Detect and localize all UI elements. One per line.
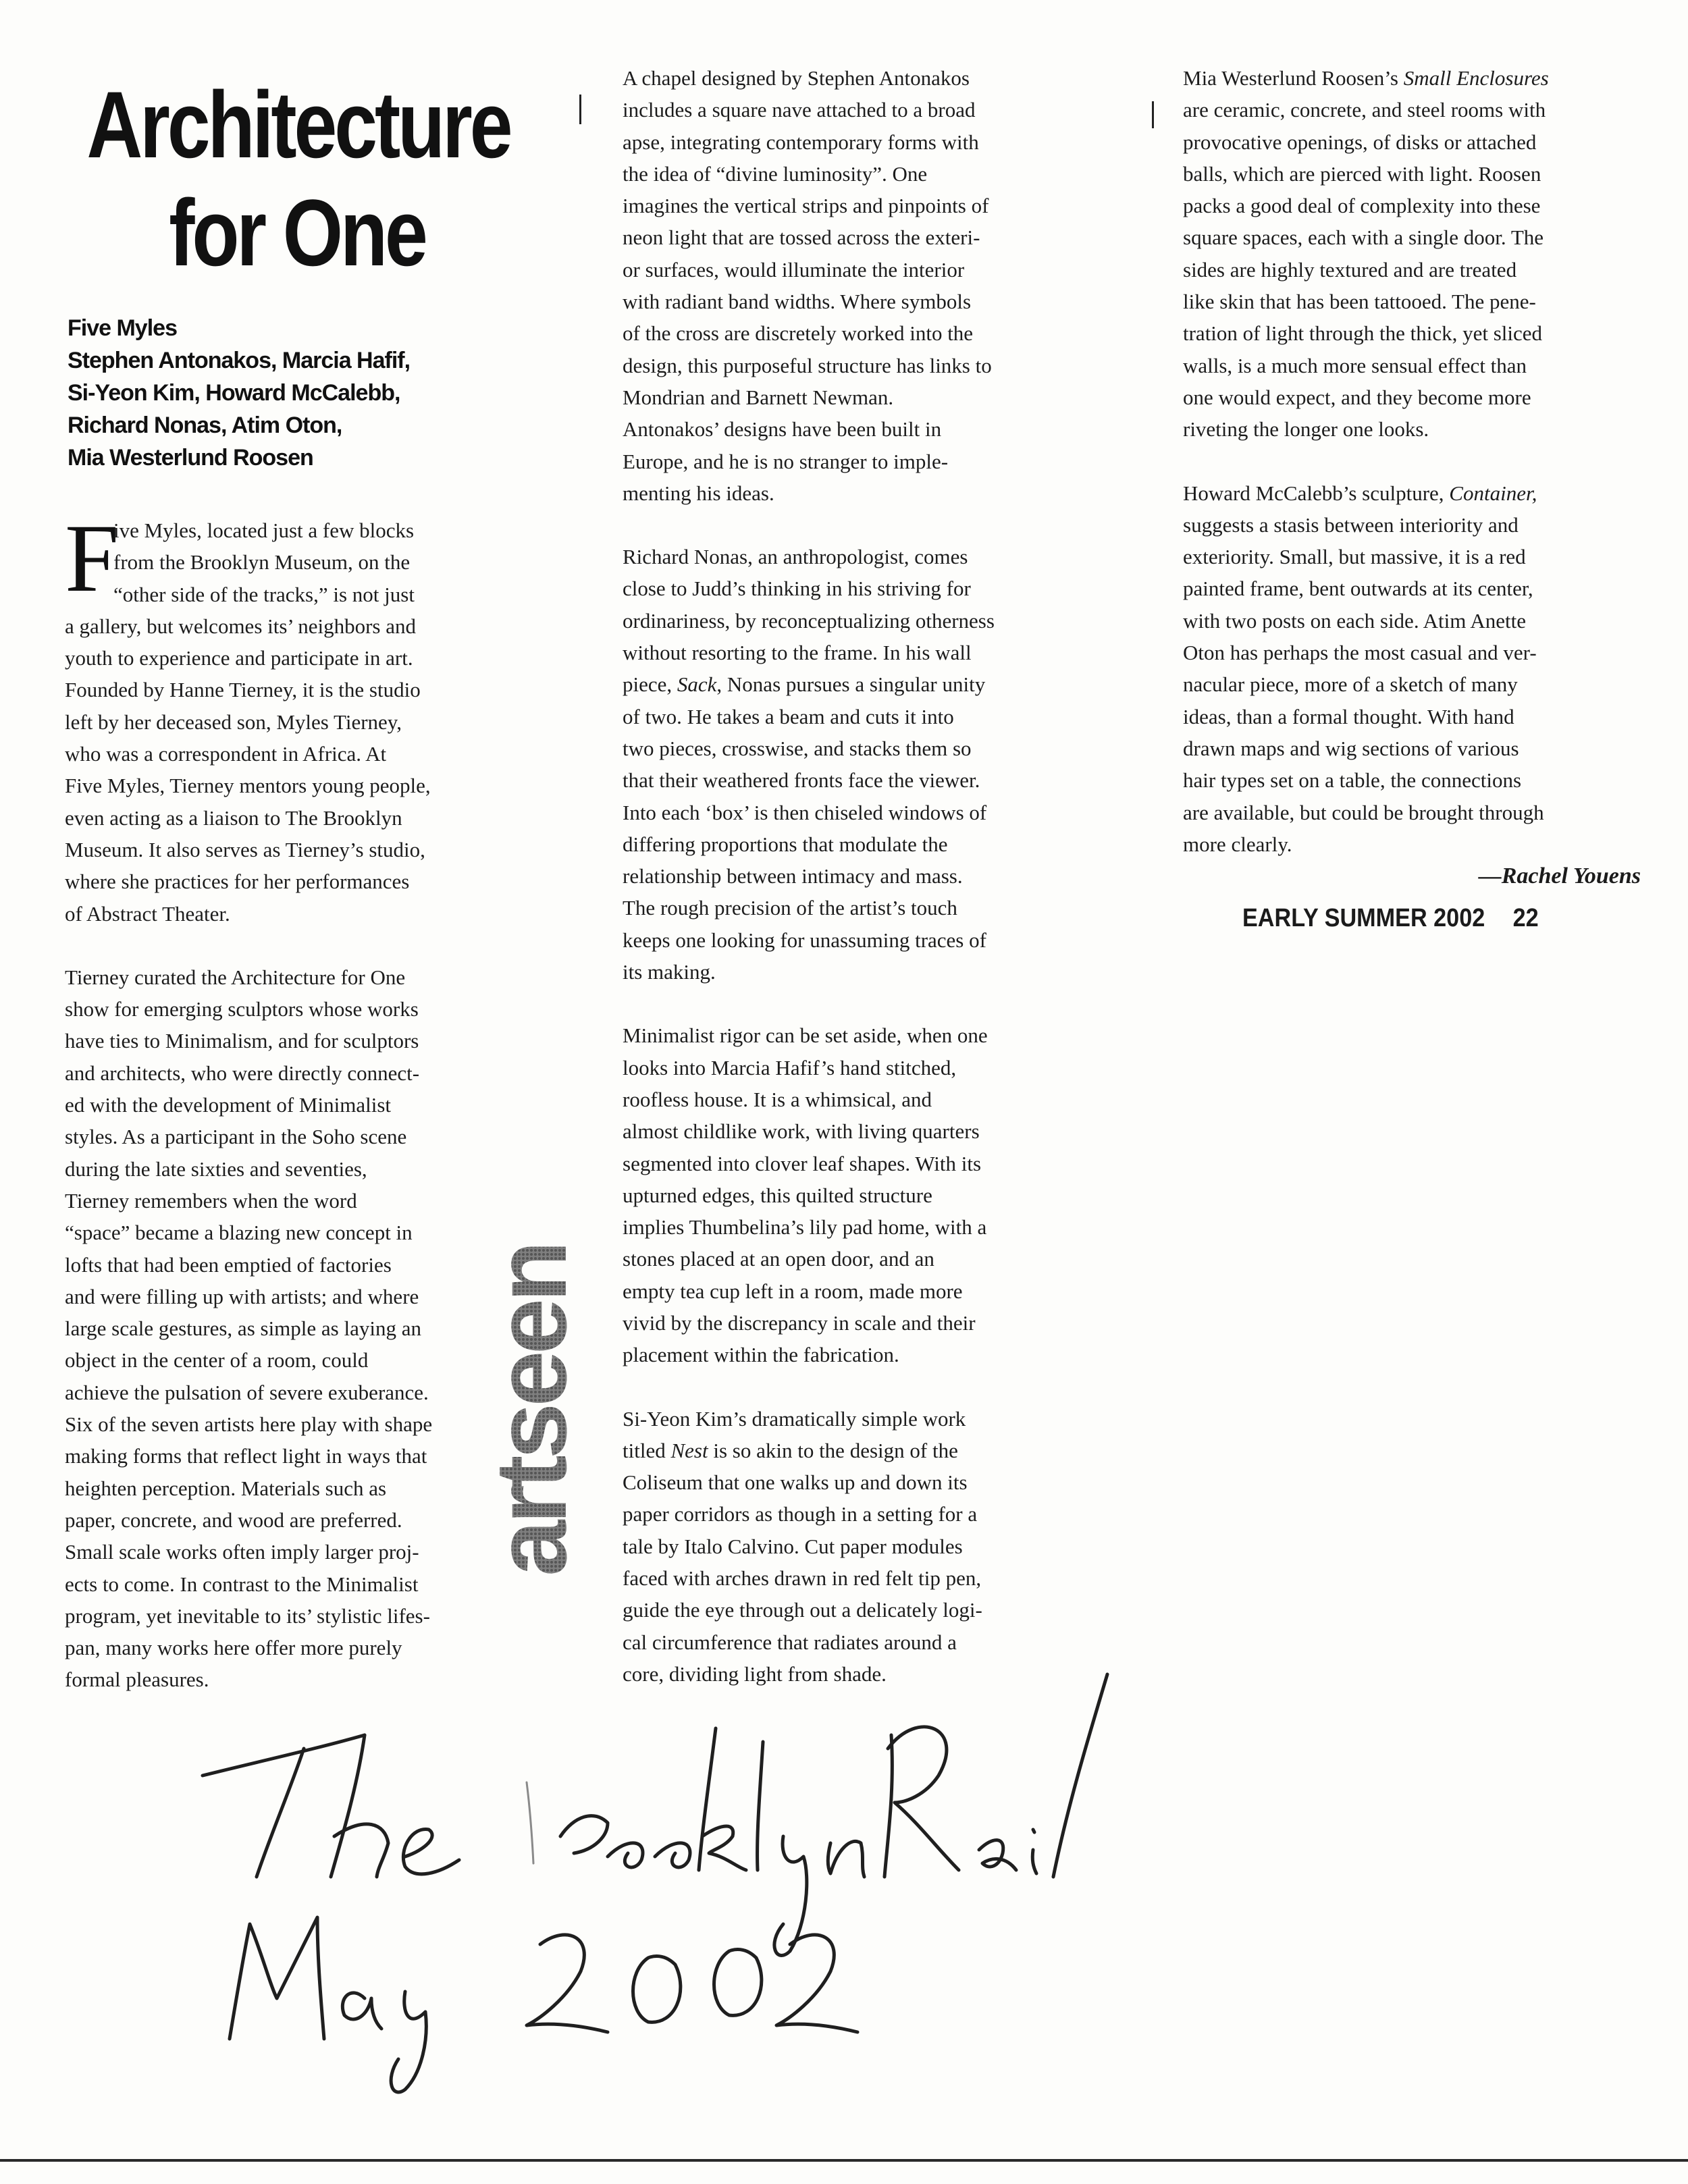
text-line: stones placed at an open door, and an	[623, 1247, 934, 1271]
logo-text: artseen	[474, 1244, 587, 1576]
text-line: from the Brooklyn Museum, on the	[113, 550, 411, 575]
text-line: includes a square nave attached to a broad	[623, 98, 976, 122]
text-line: heighten perception. Materials such as	[65, 1476, 387, 1500]
text-line: object in the center of a room, could	[65, 1348, 369, 1373]
credit-line: Stephen Antonakos, Marcia Hafif,	[68, 348, 411, 373]
text-line: lofts that had been emptied of factories	[65, 1252, 392, 1277]
text-line: have ties to Minimalism, and for sculptors	[65, 1029, 419, 1053]
text-line: relationship between intimacy and mass.	[623, 864, 963, 888]
text-line: of Abstract Theater.	[65, 901, 230, 926]
text-line: almost childlike work, with living quarters	[623, 1119, 980, 1144]
text-line: Mondrian and Barnett Newman.	[623, 385, 894, 409]
paragraph-intro	[65, 505, 551, 930]
scan-mark	[579, 95, 581, 124]
text-line: with two posts on each side. Atim Anette	[1183, 608, 1527, 633]
text-line: making forms that reflect light in ways that	[65, 1444, 427, 1468]
text-line: Tierney remembers when the word	[65, 1188, 357, 1213]
text-line: large scale gestures, as simple as laying an	[65, 1316, 421, 1341]
page-footer	[1242, 903, 1595, 933]
text-line: “other side of the tracks,” is not just	[113, 582, 415, 606]
text-line: Europe, and he is no stranger to imple-	[623, 449, 949, 473]
text-line: Richard Nonas, an anthropologist, comes	[623, 545, 968, 569]
text-line: pan, many works here offer more purely	[65, 1636, 402, 1660]
text-fragment: is so akin to the design of the	[708, 1438, 958, 1462]
text-line: “space” became a blazing new concept in	[65, 1221, 413, 1245]
text-line: vivid by the discrepancy in scale and their	[623, 1310, 976, 1335]
text-fragment: , Nonas pursues a singular unity	[716, 672, 986, 697]
text-line: show for emerging sculptors whose works	[65, 997, 419, 1021]
text-fragment: Mia Westerlund Roosen’s	[1183, 66, 1404, 90]
text-line: styles. As a participant in the Soho scene	[65, 1125, 407, 1149]
credit-line: Si-Yeon Kim, Howard McCalebb,	[68, 380, 400, 406]
text-line: Coliseum that one walks up and down its	[623, 1470, 968, 1495]
text-line: tale by Italo Calvino. Cut paper modules	[623, 1534, 963, 1558]
text-line: provocative openings, of disks or attached	[1183, 130, 1537, 154]
text-line	[1183, 62, 1642, 94]
artseen-logo	[474, 986, 587, 1580]
text-fragment: titled	[623, 1438, 671, 1462]
text-line: two pieces, crosswise, and stacks them so	[623, 736, 972, 760]
text-line: upturned edges, this quilted structure	[623, 1183, 932, 1207]
text-fragment: piece,	[623, 672, 677, 697]
author-byline: —Rachel Youens	[1478, 863, 1641, 888]
text-line: formal pleasures.	[65, 1668, 209, 1692]
text-line: design, this purposeful structure has links to	[623, 353, 992, 377]
text-line: of the cross are discretely worked into the	[623, 321, 974, 346]
page-edge-line	[0, 2159, 1688, 2162]
text-line: apse, integrating contemporary forms with	[623, 130, 979, 154]
handwritten-annotation	[162, 1634, 1161, 2093]
text-line: cal circumference that radiates around a	[623, 1630, 957, 1654]
text-line: left by her deceased son, Myles Tierney,	[65, 710, 402, 734]
artwork-title: Small Enclosures	[1403, 66, 1549, 90]
text-line: that their weathered fronts face the viewer.	[623, 768, 980, 793]
text-line: one would expect, and they become more	[1183, 385, 1531, 409]
text-line: paper, concrete, and wood are preferred.	[65, 1508, 402, 1532]
text-line: who was a correspondent in Africa. At	[65, 742, 387, 766]
text-line: painted frame, bent outwards at its center,	[1183, 577, 1533, 601]
text-line: Small scale works often imply larger proj-	[65, 1540, 419, 1564]
text-line: nacular piece, more of a sketch of many	[1183, 672, 1518, 697]
text-line: ed with the development of Minimalist	[65, 1093, 391, 1117]
text-line: segmented into clover leaf shapes. With its	[623, 1151, 982, 1175]
text-line: achieve the pulsation of severe exuberance.	[65, 1380, 429, 1404]
text-line: neon light that are tossed across the exteri-	[623, 225, 980, 250]
text-line: ects to come. In contrast to the Minimalist	[65, 1572, 419, 1596]
text-line: keeps one looking for unassuming traces of	[623, 928, 986, 952]
paragraph-antonakos	[623, 62, 1095, 509]
text-line: faced with arches drawn in red felt tip pen,	[623, 1566, 982, 1591]
text-line: are ceramic, concrete, and steel rooms with	[1183, 98, 1546, 122]
text-line: Museum. It also serves as Tierney’s studio,	[65, 837, 425, 861]
text-line: looks into Marcia Hafif’s hand stitched,	[623, 1055, 957, 1080]
text-line: tration of light through the thick, yet sliced	[1183, 321, 1543, 346]
text-line	[623, 1435, 1095, 1466]
text-line: and were filling up with artists; and where	[65, 1284, 419, 1308]
handwritten-signature-drawing	[203, 1674, 1107, 2092]
text-line: Into each ‘box’ is then chiseled windows of	[623, 800, 987, 824]
text-column-3	[1183, 62, 1642, 860]
drop-cap: F	[65, 505, 120, 612]
text-line: imagines the vertical strips and pinpoints of	[623, 194, 989, 218]
credit-line: Mia Westerlund Roosen	[68, 445, 313, 471]
text-line: square spaces, each with a single door. The	[1183, 225, 1544, 250]
page-number: 22	[1512, 904, 1539, 932]
artwork-title: Sack	[677, 672, 717, 697]
text-line: ive Myles, located just a few blocks	[113, 518, 415, 542]
artwork-title: Nest	[670, 1438, 708, 1462]
text-line: where she practices for her performances	[65, 870, 410, 894]
text-line: Founded by Hanne Tierney, it is the studio	[65, 678, 421, 702]
text-line: differing proportions that modulate the	[623, 832, 948, 856]
text-line: Minimalist rigor can be set aside, when one	[623, 1023, 988, 1048]
text-line: implies Thumbelina’s lily pad home, with a	[623, 1215, 987, 1240]
text-line: Tierney curated the Architecture for One	[65, 965, 406, 989]
artist-credits	[68, 312, 540, 474]
text-line: menting his ideas.	[623, 481, 774, 505]
paragraph-hafif	[623, 1019, 1095, 1370]
text-fragment: Howard McCalebb’s sculpture,	[1183, 481, 1450, 505]
text-line: Oton has perhaps the most casual and ver-	[1183, 641, 1537, 665]
annotation-text: The Brooklyn Rail	[162, 2086, 167, 2087]
text-line: sides are highly textured and are treated	[1183, 257, 1517, 282]
text-line: hair types set on a table, the connections	[1183, 768, 1522, 793]
credit-line: Five Myles	[68, 315, 177, 341]
text-line: ordinariness, by reconceptualizing otherness	[623, 608, 995, 633]
text-line: walls, is a much more sensual effect than	[1183, 353, 1527, 377]
text-column-2	[623, 62, 1095, 1690]
text-line: Five Myles, Tierney mentors young people,	[65, 774, 431, 798]
credit-line: Richard Nonas, Atim Oton,	[68, 412, 342, 438]
text-line: even acting as a liaison to The Brooklyn	[65, 805, 402, 830]
text-line: of two. He takes a beam and cuts it into	[623, 704, 954, 728]
text-line: empty tea cup left in a room, made more	[623, 1279, 963, 1303]
text-line: Antonakos’ designs have been built in	[623, 417, 942, 442]
scan-mark	[1152, 101, 1154, 128]
text-line: Six of the seven artists here play with shape	[65, 1412, 433, 1437]
text-line: more clearly.	[1183, 832, 1292, 856]
text-line: suggests a stasis between interiority and	[1183, 512, 1519, 537]
text-line: close to Judd’s thinking in his striving for	[623, 577, 971, 601]
paragraph-roosen	[1183, 62, 1642, 446]
text-line: youth to experience and participate in art.	[65, 646, 413, 670]
text-line: its making.	[623, 960, 716, 984]
text-line: or surfaces, would illuminate the interior	[623, 257, 965, 282]
text-line: and architects, who were directly connect-	[65, 1061, 420, 1085]
text-line: balls, which are pierced with light. Roosen	[1183, 161, 1541, 186]
text-line: are available, but could be brought through	[1183, 800, 1544, 824]
text-line: drawn maps and wig sections of various	[1183, 736, 1519, 760]
text-line: guide the eye through out a delicately logi-	[623, 1598, 982, 1622]
text-line: during the late sixties and seventies,	[65, 1156, 367, 1181]
text-line: riveting the longer one looks.	[1183, 417, 1429, 442]
issue-label: EARLY SUMMER 2002	[1242, 904, 1485, 932]
artwork-title: Container,	[1449, 481, 1537, 505]
text-line: with radiant band widths. Where symbols	[623, 290, 972, 314]
annotation-text: May 2002	[162, 2089, 165, 2090]
text-line: paper corridors as though in a setting for a	[623, 1502, 978, 1526]
text-line: the idea of “divine luminosity”. One	[623, 161, 928, 186]
text-line: without resorting to the frame. In his wall	[623, 641, 972, 665]
text-line: like skin that has been tattooed. The pene-	[1183, 290, 1536, 314]
text-line: exteriority. Small, but massive, it is a red	[1183, 545, 1526, 569]
paragraph-mccalebb	[1183, 477, 1642, 861]
text-line: a gallery, but welcomes its’ neighbors and	[65, 614, 416, 638]
text-line: ideas, than a formal thought. With hand	[1183, 704, 1514, 728]
title-line-2: for One	[169, 180, 425, 286]
paragraph-nonas	[623, 541, 1095, 988]
text-line: placement within the fabrication.	[623, 1343, 899, 1367]
text-line	[623, 668, 1095, 700]
text-line: The rough precision of the artist’s touch	[623, 896, 957, 920]
text-line: Si-Yeon Kim’s dramatically simple work	[623, 1406, 966, 1431]
article-title	[86, 71, 510, 287]
text-line	[1183, 477, 1642, 509]
title-line-1: Architecture	[86, 72, 510, 178]
text-line: core, dividing light from shade.	[623, 1661, 887, 1686]
text-line: roofless house. It is a whimsical, and	[623, 1087, 932, 1111]
text-line: packs a good deal of complexity into these	[1183, 194, 1541, 218]
text-line: A chapel designed by Stephen Antonakos	[623, 66, 970, 90]
text-line: program, yet inevitable to its’ stylistic lifes-	[65, 1603, 430, 1628]
